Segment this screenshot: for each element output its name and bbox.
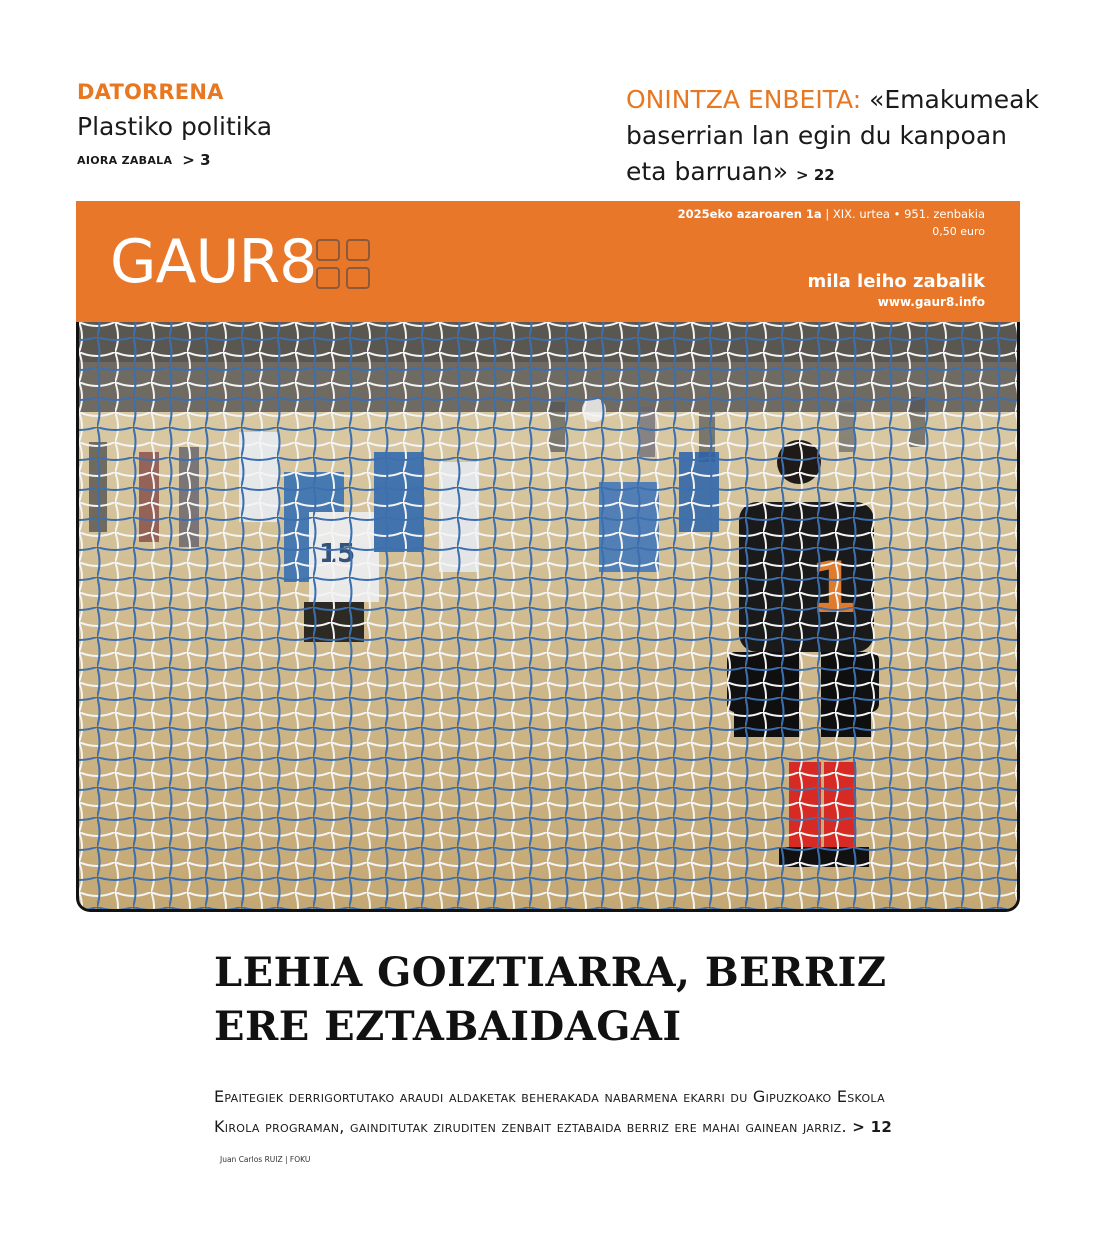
issue-date: 2025eko azaroaren 1a bbox=[677, 207, 822, 221]
page-reference[interactable] bbox=[796, 166, 835, 184]
chevron-right-icon: > bbox=[796, 166, 809, 184]
page-number: 12 bbox=[870, 1118, 893, 1136]
football-scene-image bbox=[79, 322, 1017, 909]
page-reference[interactable] bbox=[182, 151, 210, 169]
page-reference[interactable] bbox=[852, 1118, 892, 1136]
cover-photo bbox=[76, 322, 1020, 912]
page-number: 22 bbox=[813, 166, 835, 184]
volume: XIX. urtea bbox=[832, 207, 890, 221]
main-headline[interactable]: LEHIA GOIZTIARRA, BERRIZ ERE EZTABAIDAGAI bbox=[214, 949, 887, 1050]
interview-quote: «Emakumeak baserrian lan egin du kanpoan eta barruan» bbox=[626, 85, 1039, 186]
teaser-title: Plastiko politika bbox=[77, 112, 273, 141]
website-link[interactable]: www.gaur8.info bbox=[877, 295, 985, 309]
photo-credit: Juan Carlos RUIZ | FOKU bbox=[220, 1155, 311, 1164]
price: 0,50 euro bbox=[932, 225, 985, 238]
teaser-right[interactable] bbox=[626, 82, 1046, 193]
lead-text: Epaitegiek derrigortutako araudi aldaketak beherakada nabarmena ekarri du Gipuzkoako Eskola Kirola programan, gainditutak ziruditen zenbait eztabaida berriz ere mahai gainean jarriz. bbox=[214, 1087, 885, 1136]
issue-info: 2025eko azaroaren 1a | XIX. urtea • 951. zenbakia bbox=[677, 207, 985, 221]
issue-number: 951. zenbakia bbox=[904, 207, 985, 221]
page-number: 3 bbox=[200, 151, 211, 169]
lead-paragraph bbox=[214, 1082, 894, 1175]
byline-row bbox=[77, 151, 517, 169]
chevron-right-icon: > bbox=[182, 151, 195, 169]
author-byline: AIORA ZABALA bbox=[77, 153, 173, 167]
logo[interactable]: GAUR8 bbox=[110, 227, 317, 297]
masthead bbox=[76, 201, 1020, 322]
slogan: mila leiho zabalik bbox=[807, 271, 985, 292]
chevron-right-icon: > bbox=[852, 1118, 866, 1136]
logo-squares-icon bbox=[316, 239, 372, 291]
teaser-left[interactable] bbox=[77, 80, 517, 169]
section-kicker: DATORRENA bbox=[77, 80, 224, 104]
interview-subject: ONINTZA ENBEITA: bbox=[626, 85, 862, 114]
